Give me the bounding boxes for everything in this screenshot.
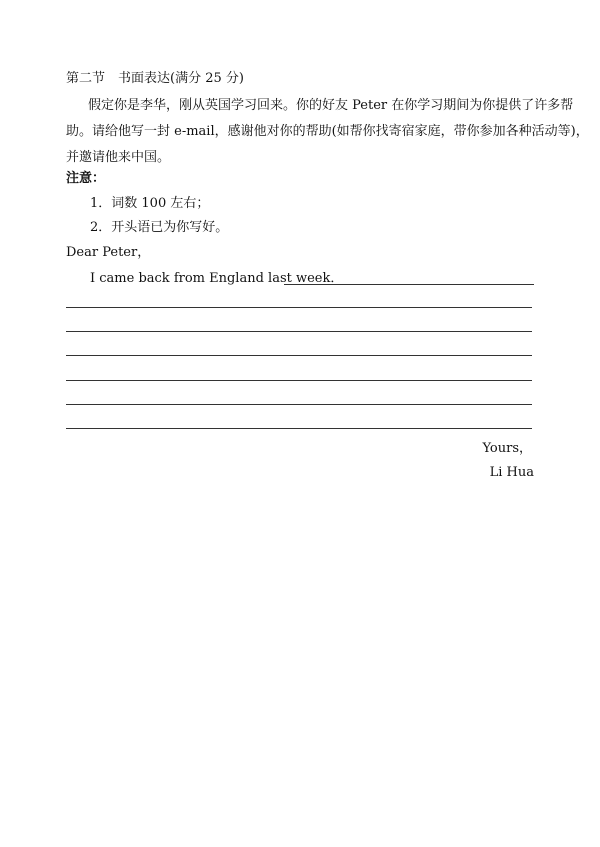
answer-line-1[interactable] <box>284 284 534 285</box>
note-item-1: 1．词数 100 左右； <box>90 196 210 211</box>
answer-line-6[interactable] <box>66 404 532 405</box>
letter-signature: Li Hua <box>489 465 534 480</box>
answer-line-4[interactable] <box>66 355 532 356</box>
letter-opening: I came back from England last week． <box>90 271 344 286</box>
section-title: 第二节 书面表达(满分 25 分) <box>66 71 244 86</box>
answer-line-3[interactable] <box>66 331 532 332</box>
answer-line-7[interactable] <box>66 428 532 429</box>
prompt-line-1: 假定你是李华，刚从英国学习回来。你的好友 Peter 在你学习期间为你提供了许多帮 <box>88 98 574 113</box>
letter-greeting: Dear Peter， <box>66 245 151 260</box>
writing-prompt <box>66 93 589 171</box>
letter-closing: Yours， <box>482 441 532 456</box>
prompt-line-3: 并邀请他来中国。 <box>66 150 171 165</box>
answer-line-5[interactable] <box>66 380 532 381</box>
answer-line-2[interactable] <box>66 307 532 308</box>
prompt-line-2: 助。请给他写一封 e-mail，感谢他对你的帮助(如帮你找寄宿家庭，带你参加各种活动等)， <box>66 124 589 139</box>
note-item-2: 2．开头语已为你写好。 <box>90 220 229 235</box>
notes-heading: 注意： <box>66 171 106 186</box>
